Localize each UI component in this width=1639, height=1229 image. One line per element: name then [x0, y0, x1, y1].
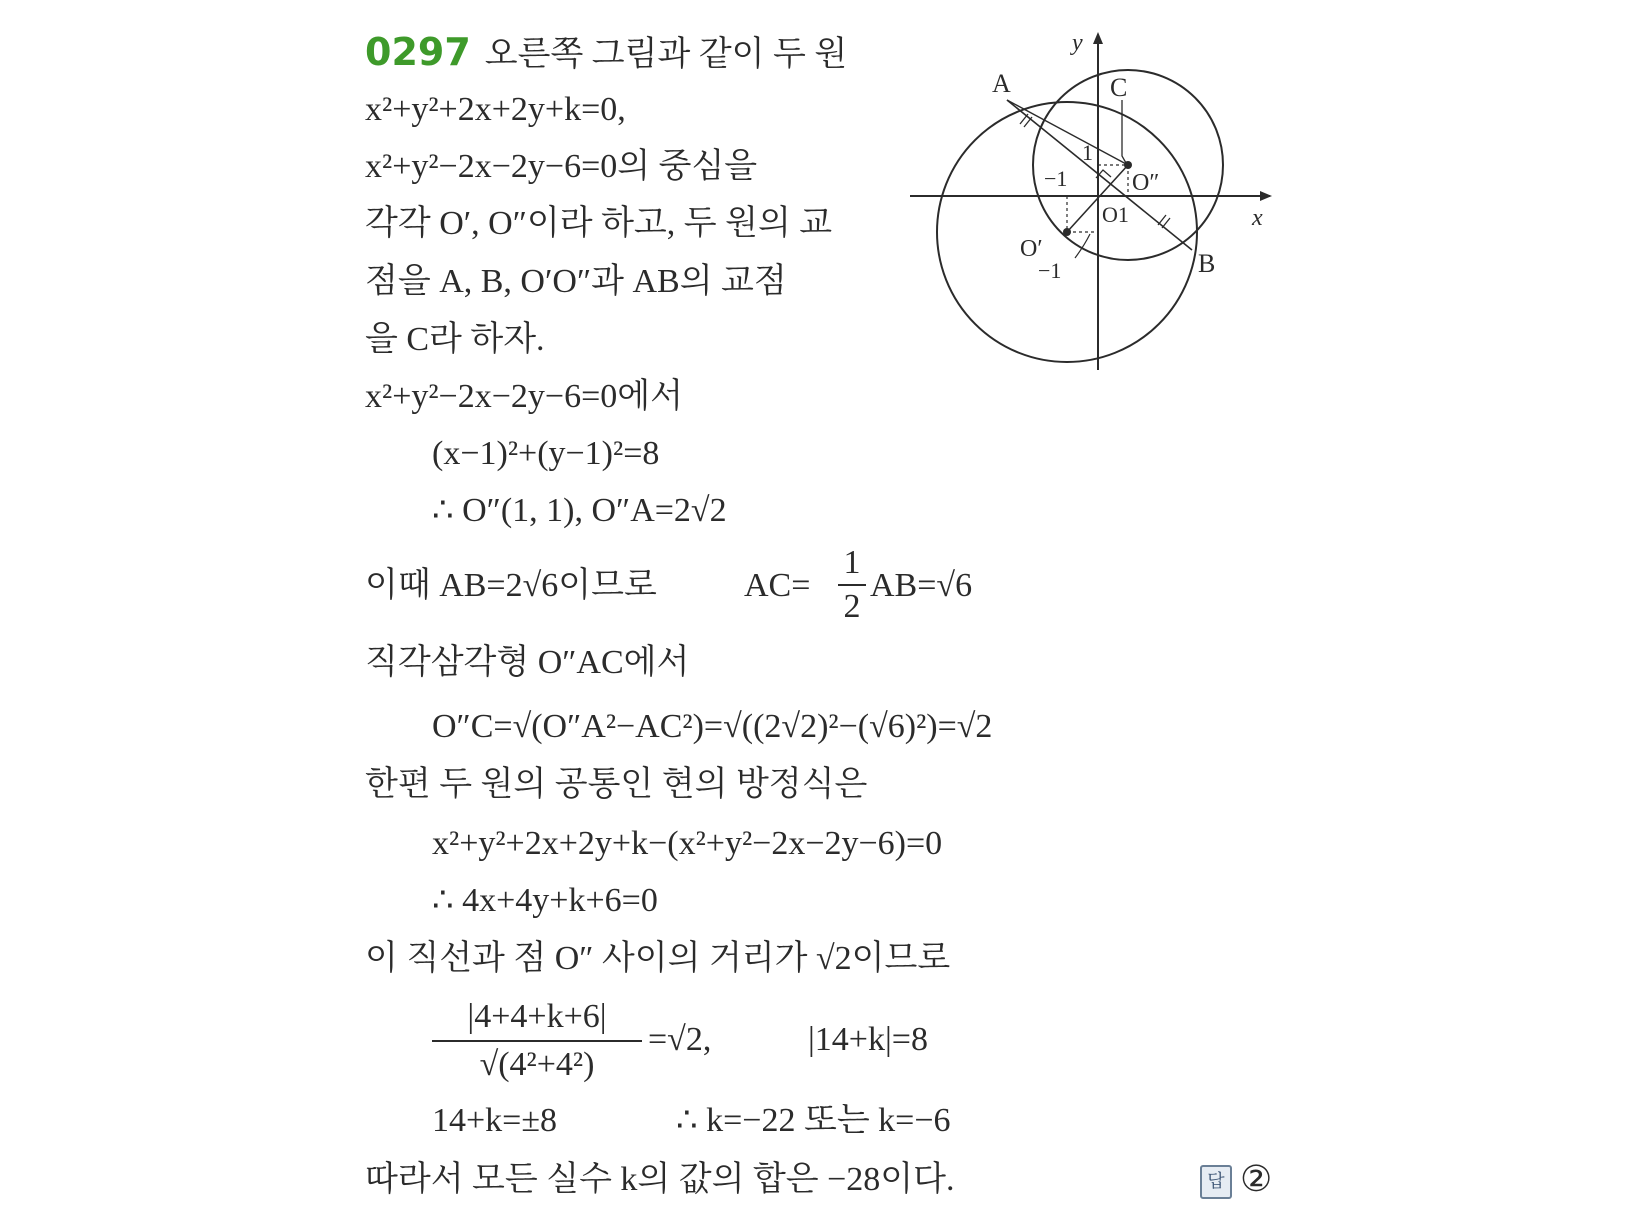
two-circles-diagram [900, 20, 1290, 380]
solution-step12-left: 14+k=±8 [432, 1102, 558, 1139]
label-o-prime: O′ [1020, 236, 1043, 262]
distance-equals: =√2, [648, 1021, 712, 1058]
problem-header [365, 32, 847, 75]
distance-fraction-bar [432, 1040, 642, 1042]
solution-step1: x²+y²−2x−2y−6=0에서 [365, 378, 683, 415]
problem-intro-line6: 을 C라 하자. [365, 321, 545, 358]
solution-step6: O″C=√(O″A²−AC²)=√((2√2)²−(√6)²)=√2 [432, 708, 993, 745]
solution-step9: ∴ 4x+4y+k+6=0 [432, 882, 658, 919]
answer-choice: ② [1240, 1159, 1273, 1199]
solution-step8: x²+y²+2x+2y+k−(x²+y²−2x−2y−6)=0 [432, 825, 943, 862]
solution-step12-right: ∴ k=−22 또는 k=−6 [676, 1102, 951, 1139]
label-x-axis: x [1252, 205, 1263, 231]
x-axis-arrow [1260, 191, 1272, 201]
label-o-double-prime: O″ [1132, 170, 1160, 196]
label-y-axis: y [1072, 30, 1083, 56]
y-axis-arrow [1093, 32, 1103, 44]
solution-step4b-right: AB=√6 [870, 567, 973, 604]
label-point-b: B [1198, 249, 1216, 278]
solution-step2: (x−1)²+(y−1)²=8 [432, 435, 660, 472]
solution-step4a: 이때 AB=2√6이므로 [365, 567, 657, 604]
problem-intro-line5: 점을 A, B, O′O″과 AB의 교점 [365, 263, 787, 300]
label-neg1-x: −1 [1044, 166, 1068, 191]
problem-number: 0297 [365, 30, 471, 74]
solution-step4b-left: AC= [744, 567, 811, 604]
distance-numerator: |4+4+k+6| [467, 998, 607, 1035]
label-point-a: A [992, 69, 1011, 98]
center-o-prime [1063, 228, 1071, 236]
solution-step3: ∴ O″(1, 1), O″A=2√2 [432, 492, 727, 529]
solution-step5: 직각삼각형 O″AC에서 [365, 644, 690, 681]
distance-denominator: √(4²+4²) [479, 1046, 595, 1083]
fraction-numerator: 1 [843, 544, 861, 581]
center-o-double-prime [1124, 161, 1132, 169]
solution-step10: 이 직선과 점 O″ 사이의 거리가 √2이므로 [365, 940, 951, 977]
label-1-y: 1 [1082, 140, 1093, 165]
answer-icon: 답 [1200, 1165, 1232, 1199]
fraction-bar [838, 584, 866, 586]
label-point-c: C [1110, 73, 1128, 102]
problem-intro-line4: 각각 O′, O″이라 하고, 두 원의 교 [365, 205, 833, 242]
solution-step7: 한편 두 원의 공통인 현의 방정식은 [365, 766, 868, 803]
chord-ab [1007, 100, 1192, 250]
pointer-to-c [1122, 100, 1126, 163]
solution-conclusion: 따라서 모든 실수 k의 값의 합은 −28이다. [365, 1161, 955, 1198]
problem-intro-line3: x²+y²−2x−2y−6=0의 중심을 [365, 148, 758, 185]
problem-intro-line1: 오른쪽 그림과 같이 두 원 [484, 36, 848, 73]
fraction-denominator: 2 [843, 588, 861, 625]
label-origin-and-one: O1 [1102, 202, 1129, 227]
problem-intro-line2: x²+y²+2x+2y+k=0, [365, 91, 626, 128]
abs-equation: |14+k|=8 [808, 1021, 928, 1058]
label-neg1-y: −1 [1038, 258, 1062, 283]
